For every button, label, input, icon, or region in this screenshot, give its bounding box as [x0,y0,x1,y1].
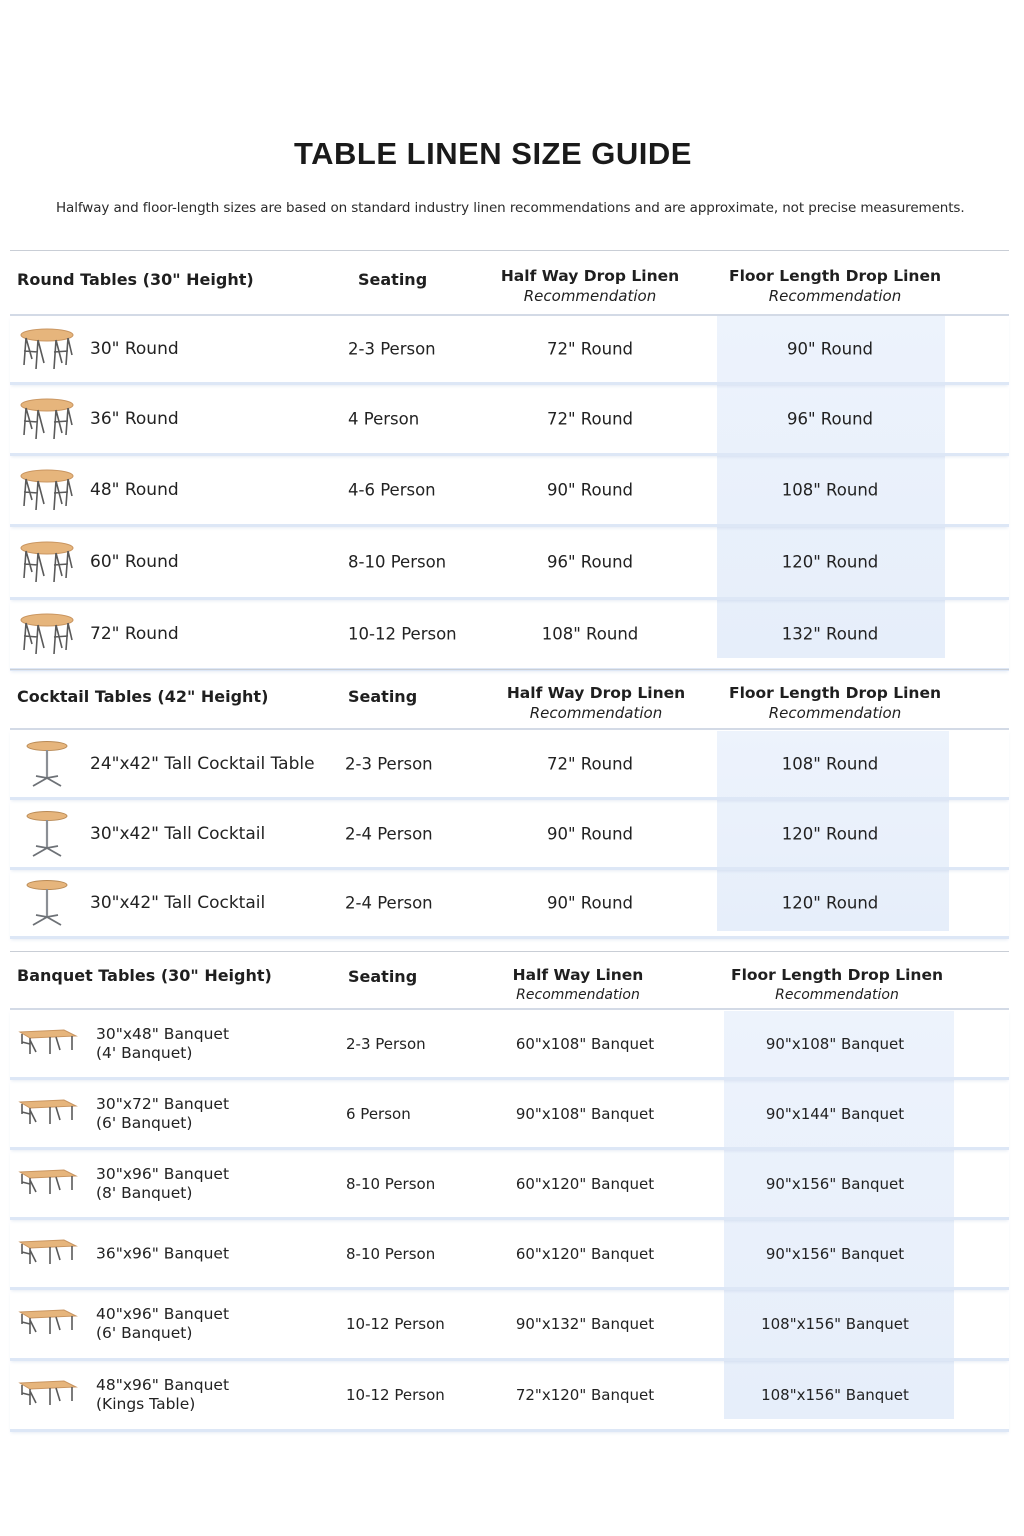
table-name-line1: 48"x96" Banquet [96,1376,230,1394]
round-tables-rows [10,316,1009,671]
half-way-linen-value: 90" Round [546,824,634,843]
seating-value: 2-3 Person [346,1034,426,1053]
cocktail-tables-section [10,670,1009,939]
banquet-table-icon [16,1160,78,1208]
floor-length-linen-value: 108"x156" Banquet [761,1386,909,1404]
cocktail-table-icon [16,810,78,858]
table-row [10,316,1009,385]
table-name: 60" Round [90,552,179,572]
table-name: 36" Round [90,409,179,429]
half-way-linen-value: 90"x132" Banquet [515,1315,655,1333]
half-way-header-subtitle: Recommendation [516,987,640,1003]
seating-header: Seating [348,967,418,986]
table-row [10,527,1009,600]
floor-length-header-subtitle: Recommendation [768,704,902,722]
seating-value: 10-12 Person [346,1315,445,1333]
half-way-linen-value: 108" Round [541,624,639,644]
half-way-header [496,683,696,723]
seating-header: Seating [348,687,418,706]
floor-length-header-title: Floor Length Drop Linen [728,684,942,702]
table-name-line1: 30"x72" Banquet [96,1094,230,1113]
floor-length-header [725,683,945,723]
round-tables-section [10,252,1009,671]
cocktail-table-icon [16,879,78,927]
seating-header: Seating [358,270,428,289]
table-name-line1: 30"x48" Banquet [96,1024,230,1043]
table-name: 30" Round [90,339,179,359]
banquet-tables-category-header: Banquet Tables (30" Height) [17,966,272,985]
seating-value: 2-4 Person [345,824,433,843]
table-name-line2: (Kings Table) [96,1395,196,1413]
floor-length-header-title: Floor Length Drop Linen [728,267,942,285]
seating-value: 10-12 Person [348,624,457,644]
half-way-linen-value: 90" Round [546,893,634,913]
table-name-line1: 30"x96" Banquet [96,1164,230,1183]
table-name-line2: (8' Banquet) [96,1183,193,1202]
banquet-table-icon [16,1090,78,1138]
floor-length-linen-value: 90"x156" Banquet [765,1244,905,1263]
table-name: 48" Round [90,480,179,500]
table-name-line2: (4' Banquet) [96,1043,193,1062]
page-subtitle: Halfway and floor-length sizes are based on standard industry linen recommendations and are approximate, not precise measurements. [56,200,965,216]
half-way-header-title: Half Way Linen [512,966,644,984]
round-tables-header [10,252,1009,316]
banquet-table-icon [16,1230,78,1278]
cocktail-tables-category-header: Cocktail Tables (42" Height) [17,687,269,706]
round-table-icon [16,325,78,373]
table-row [10,1080,1009,1150]
table-row [10,800,1009,870]
floor-length-linen-value: 96" Round [786,409,874,429]
table-name: 24"x42" Tall Cocktail Table [90,753,315,774]
table-row [10,1361,1009,1432]
banquet-tables-rows [10,1010,1009,1432]
half-way-header [490,266,690,306]
half-way-header-subtitle: Recommendation [523,287,657,305]
floor-length-linen-value: 108"x156" Banquet [761,1315,909,1333]
table-row [10,730,1009,800]
half-way-linen-value: 96" Round [546,552,634,572]
half-way-linen-value: 60"x108" Banquet [515,1034,655,1053]
floor-length-header-subtitle: Recommendation [768,287,902,305]
half-way-header-title: Half Way Drop Linen [500,267,680,285]
table-name [96,1165,229,1203]
cocktail-tables-rows [10,730,1009,939]
seating-value: 4 Person [348,409,420,429]
floor-length-linen-value: 90" Round [786,339,874,359]
table-name-line2: (6' Banquet) [96,1113,193,1132]
table-row [10,456,1009,527]
table-name [96,1376,229,1414]
cocktail-table-icon [16,740,78,788]
banquet-tables-header [10,952,1009,1010]
seating-value: 8-10 Person [348,552,447,572]
seating-value: 2-3 Person [348,339,436,359]
round-table-icon [16,538,78,586]
floor-length-header-title: Floor Length Drop Linen [730,966,944,984]
cocktail-tables-header [10,670,1009,730]
floor-length-linen-value: 90"x108" Banquet [765,1034,905,1053]
top-divider [10,250,1009,251]
half-way-linen-value: 72" Round [546,339,634,359]
table-name: 30"x42" Tall Cocktail [90,823,266,844]
floor-length-linen-value: 90"x144" Banquet [765,1104,905,1123]
seating-value: 2-3 Person [345,754,433,773]
floor-length-linen-value: 132" Round [781,624,879,644]
floor-length-header-subtitle: Recommendation [775,987,899,1003]
floor-length-linen-value: 120" Round [781,893,879,913]
table-name-line2: (6' Banquet) [96,1324,193,1342]
table-name-line1: 40"x96" Banquet [96,1305,230,1323]
round-table-icon [16,610,78,658]
half-way-linen-value: 60"x120" Banquet [515,1174,655,1193]
table-name [96,1305,229,1343]
floor-length-linen-value: 108" Round [781,480,879,500]
floor-length-header [727,965,947,1005]
seating-value: 4-6 Person [348,480,436,500]
table-name [96,1095,229,1133]
table-row [10,870,1009,939]
table-row [10,1150,1009,1220]
half-way-linen-value: 90" Round [546,480,634,500]
seating-value: 8-10 Person [346,1244,436,1263]
half-way-header-title: Half Way Drop Linen [506,684,686,702]
banquet-table-icon [16,1020,78,1068]
table-name [96,1244,229,1263]
seating-value: 2-4 Person [345,893,433,913]
seating-value: 10-12 Person [346,1386,445,1404]
floor-length-linen-value: 120" Round [781,552,879,572]
table-name: 30"x42" Tall Cocktail [90,893,266,913]
floor-length-linen-value: 120" Round [781,824,879,843]
banquet-table-icon [16,1371,78,1419]
half-way-linen-value: 72" Round [546,409,634,429]
floor-length-header [725,266,945,306]
seating-value: 8-10 Person [346,1174,436,1193]
banquet-tables-section [10,952,1009,1432]
round-table-icon [16,466,78,514]
round-tables-category-header: Round Tables (30" Height) [17,270,254,289]
half-way-header [478,965,678,1005]
table-row [10,385,1009,456]
table-name [96,1025,229,1063]
half-way-linen-value: 90"x108" Banquet [515,1104,655,1123]
page-title: TABLE LINEN SIZE GUIDE [294,136,692,171]
table-name: 72" Round [90,624,179,644]
round-table-icon [16,395,78,443]
table-row [10,1290,1009,1361]
floor-length-linen-value: 108" Round [781,754,879,773]
floor-length-linen-value: 90"x156" Banquet [765,1174,905,1193]
seating-value: 6 Person [346,1104,411,1123]
banquet-table-icon [16,1300,78,1348]
table-row [10,1220,1009,1290]
table-name-line1: 36"x96" Banquet [96,1244,230,1262]
half-way-linen-value: 72" Round [546,754,634,773]
table-row [10,1010,1009,1080]
half-way-header-subtitle: Recommendation [529,704,663,722]
half-way-linen-value: 60"x120" Banquet [515,1244,655,1263]
table-row [10,600,1009,671]
half-way-linen-value: 72"x120" Banquet [515,1386,655,1404]
